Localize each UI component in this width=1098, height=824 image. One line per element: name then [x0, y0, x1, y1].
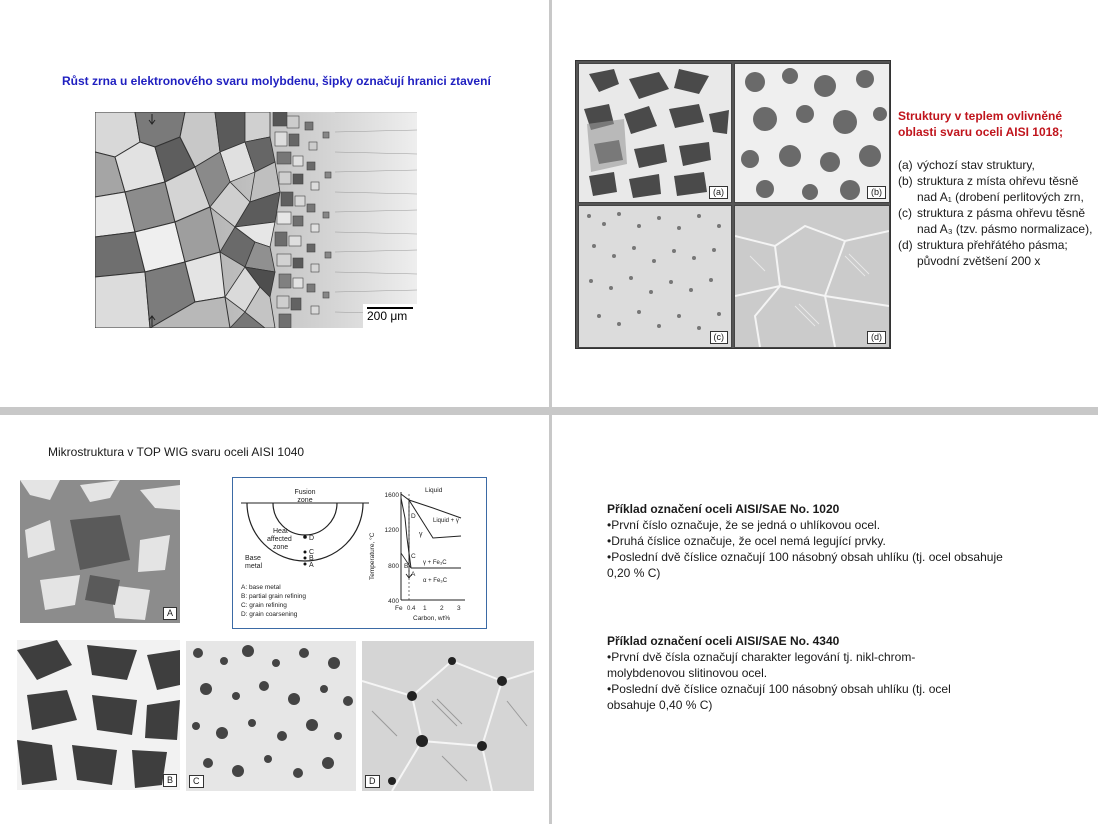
micrograph-grid	[575, 60, 891, 349]
steel-4340-line: •Poslední dvě číslice označují 100 násobný obsah uhlíku (tj. ocel	[607, 682, 951, 696]
x-tick-3: 3	[457, 605, 461, 612]
fusion-zone-label-1: Fusion	[294, 489, 316, 496]
slide-1[interactable]	[0, 0, 549, 407]
legend-b: B: partial grain refining	[241, 593, 307, 600]
steel-1020-block	[607, 501, 1087, 581]
point-label-d: D	[309, 535, 315, 542]
list-item	[898, 237, 1094, 269]
steel-4340-heading: Příklad označení oceli AISI/SAE No. 4340	[607, 634, 840, 648]
micrograph-c	[578, 205, 732, 348]
phase-point-c: C	[411, 553, 416, 560]
panel-label-c: (c)	[710, 331, 729, 344]
steel-4340-block	[607, 633, 1087, 713]
legend-c: C: grain refining	[241, 602, 287, 609]
molybdenum-grain-micrograph	[95, 112, 417, 328]
slide-2[interactable]	[552, 0, 1098, 407]
y-axis-label: Temperature, °C	[369, 532, 376, 580]
slide-4[interactable]	[552, 415, 1098, 824]
weld-photo-b	[17, 640, 180, 790]
x-tick-1: 1	[423, 605, 427, 612]
slide-2-heading	[898, 108, 1094, 140]
steel-1020-line: •Druhá číslice označuje, že ocel nemá legující prvky.	[607, 534, 886, 548]
steel-1020-line: •Poslední dvě číslice označují 100 násobný obsah uhlíku (tj. ocel obsahuje	[607, 550, 1003, 564]
y-tick-1600: 1600	[384, 492, 399, 499]
steel-4340-line: obsahuje 0,40 % C)	[607, 698, 713, 712]
micrograph-b	[734, 63, 890, 203]
y-tick-1200: 1200	[384, 527, 399, 534]
slide-2-heading-line-1: Struktury v teplem ovlivněné	[898, 109, 1063, 123]
list-item	[898, 173, 1094, 205]
liquid-label: Liquid	[425, 487, 443, 494]
panel-label-b: (b)	[867, 186, 886, 199]
steel-1020-heading: Příklad označení oceli AISI/SAE No. 1020	[607, 502, 840, 516]
steel-4340-line: •První dvě čísla označují charakter legování tj. nikl-chrom-	[607, 650, 916, 664]
fusion-zone-label-2: zone	[297, 497, 313, 504]
point-label-b: B	[309, 555, 314, 562]
weld-zone-phase-diagram	[232, 477, 487, 629]
list-item-text: struktura přehřátého pásma; původní zvětšení 200 x	[917, 238, 1068, 268]
steel-1020-line: 0,20 % C)	[607, 566, 661, 580]
gamma-fe3c-label: γ + Fe₃C	[423, 560, 447, 566]
y-tick-800: 800	[388, 563, 399, 570]
list-item	[898, 205, 1094, 237]
slide-1-title: Růst zrna u elektronového svaru molybdenu, šipky označují hranici ztavení	[62, 74, 491, 88]
micrograph-d	[734, 205, 890, 348]
slide-2-heading-line-2: oblasti svaru oceli AISI 1018;	[898, 125, 1063, 139]
point-label-a: A	[309, 562, 314, 569]
steel-1020-line: •První číslo označuje, že se jedná o uhlíkovou ocel.	[607, 518, 881, 532]
photo-label-c: C	[189, 775, 204, 788]
x-axis-label: Carbon, wt%	[413, 615, 451, 622]
photo-label-a: A	[163, 607, 177, 620]
horizontal-divider	[0, 407, 1098, 415]
photo-label-d: D	[365, 775, 380, 788]
scale-bar-label: 200 μm	[367, 309, 408, 323]
gamma-label: γ	[419, 531, 423, 538]
phase-point-d: D	[411, 513, 416, 520]
list-item-label: (d)	[898, 238, 913, 252]
legend-d: D: grain coarsening	[241, 611, 298, 618]
alpha-fe3c-label: α + Fe₃C	[423, 578, 448, 584]
heat-affected-label-1: Heat-	[273, 528, 291, 535]
phase-point-b: B	[404, 563, 409, 570]
heat-affected-label-3: zone	[273, 544, 289, 551]
heat-affected-label-2: affected	[267, 536, 292, 543]
weld-photo-c	[186, 641, 356, 791]
legend-a: A: base metal	[241, 584, 281, 591]
panel-label-a: (a)	[709, 186, 728, 199]
list-item-label: (a)	[898, 158, 913, 172]
phase-point-a: A	[411, 571, 416, 578]
list-item-text: výchozí stav struktury,	[917, 158, 1035, 172]
slide-3[interactable]	[0, 415, 549, 824]
weld-photo-d	[362, 641, 534, 791]
steel-4340-line: molybdenovou slitinovou ocel.	[607, 666, 768, 680]
list-item-text: struktura z pásma ohřevu těsně nad A₃ (tzv. pásmo normalizace),	[917, 206, 1093, 236]
y-tick-400: 400	[388, 598, 399, 605]
point-label-c: C	[309, 549, 315, 556]
list-item-label: (c)	[898, 206, 912, 220]
slide-3-title: Mikrostruktura v TOP WIG svaru oceli AISI 1040	[48, 445, 305, 459]
x-tick-2: 2	[440, 605, 444, 612]
liquid-gamma-label: Liquid + γ	[433, 518, 459, 524]
list-item-label: (b)	[898, 174, 913, 188]
weld-photo-a	[20, 480, 180, 623]
micrograph-a	[578, 63, 732, 203]
x-tick-0-4: 0.4	[407, 606, 416, 612]
panel-label-d: (d)	[867, 331, 886, 344]
x-tick-fe: Fe	[395, 605, 403, 612]
base-metal-label-2: metal	[245, 563, 263, 570]
structure-list	[898, 157, 1094, 269]
base-metal-label-1: Base	[245, 555, 261, 562]
list-item	[898, 157, 1094, 173]
photo-label-b: B	[163, 774, 177, 787]
list-item-text: struktura z místa ohřevu těsně nad A₁ (drobení perlitových zrn,	[917, 174, 1084, 204]
